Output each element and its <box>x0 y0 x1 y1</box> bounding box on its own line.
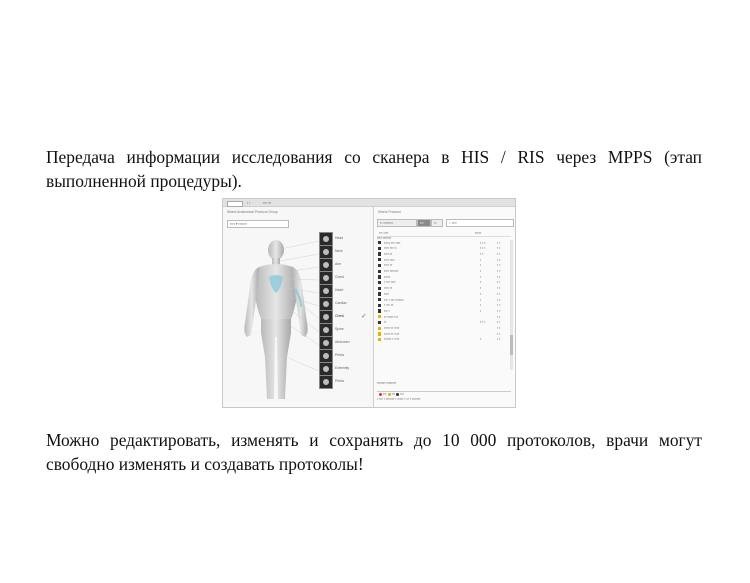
window-titlebar: ▪ ▪ ▪▪▪ ▪▪▪ <box>223 199 515 207</box>
protocol-list-scrollbar[interactable] <box>510 240 513 370</box>
checkmark-icon: ✓ <box>361 313 367 320</box>
protocol-search-input[interactable]: ⌕ ▪▪▪▪ <box>446 219 514 227</box>
region-label: Neck <box>335 249 343 253</box>
region-thumbnail <box>319 258 333 272</box>
protocol-row[interactable]: ▪▪▪▪▪ ▪▪ ▪▪▪▪ ▪ ▪ <box>377 331 509 337</box>
protocol-row[interactable]: ▪▪▪▪ ▪▪ ▪ ▪ ▪ ▪ <box>377 251 509 257</box>
region-item[interactable] <box>319 258 373 271</box>
group-select[interactable]: ▪▪▪▪ ▾ ▪▪▪▪▪▪▪ <box>227 220 289 228</box>
protocol-row[interactable]: ▪▪▪▪ ▪▪▪▪▪▪▪ ▪ ▪ ▪ <box>377 269 509 275</box>
region-label: Extremity <box>335 366 350 370</box>
region-label: Chest <box>335 275 344 279</box>
region-label: Chest <box>335 314 344 318</box>
region-item[interactable] <box>319 284 373 297</box>
region-thumbnail <box>319 336 333 350</box>
region-label: Arm <box>335 262 342 266</box>
region-item[interactable] <box>319 375 373 388</box>
special-protocol-group-title: ▪▪▪▪▪▪▪ ▪▪▪▪▪▪▪▪ <box>377 381 396 385</box>
protocol-row[interactable]: ▪▪▪ ▪ ▪▪▪ ▪▪▪▪▪▪▪ ▪ ▪ ▪ <box>377 297 509 303</box>
region-item[interactable] <box>319 323 373 336</box>
protocol-row[interactable]: ▪▪▪ ▪ ▪ ▪ ▪ <box>377 308 509 314</box>
protocol-row[interactable]: ▪▪▪▪ ▪▪ ▪ ▪ ▪ <box>377 263 509 269</box>
region-item[interactable] <box>319 362 373 375</box>
protocol-row[interactable]: ▪ ▪▪▪ ▪▪▪▪ ▪ ▪ ▪ <box>377 280 509 286</box>
region-item[interactable] <box>319 245 373 258</box>
protocol-row[interactable]: ▪▪▪▪ ▪▪▪▪ ▪ ▪ ▪ <box>377 257 509 263</box>
region-thumbnail <box>319 284 333 298</box>
protocol-legend: ▪▪▪ ▪▪▪ ▪▪▪ ▪ ▪▪▪ ▪ ▪▪▪▪▪▪▪ ▪ ▪▪▪▪▪ ▪ ▪▪ ▪ ▪▪▪▪▪▪▪ <box>377 391 511 400</box>
protocol-group-title: ▪▪▪▪ ▪▪▪▪▪▪▪ <box>377 236 392 240</box>
region-item[interactable] <box>319 271 373 284</box>
protocol-row[interactable]: ▪▪▪▪▪ ▪▪▪ ▪▪▪▪ ▪ ▪ ▪ ▪ ▪ <box>377 240 509 246</box>
region-thumbnail <box>319 232 333 246</box>
protocol-row[interactable]: ▪▪▪▪▪ ▪▪ ▪▪▪▪ ▪ ▪ <box>377 326 509 332</box>
paragraph-protocols: Можно редактировать, изменять и сохранять до 10 000 протоколов, врачи могут свободно изменять и создавать протоколы! <box>46 430 702 474</box>
region-item[interactable] <box>319 336 373 349</box>
protocol-row[interactable]: ▪▪ ▪ ▪ ▪ ▪ ▪ <box>377 320 509 326</box>
region-label: Abdomen <box>335 340 350 344</box>
region-thumbnail <box>319 297 333 311</box>
tab-active[interactable]: ▪▪▪ <box>417 219 431 227</box>
region-label: Pelvis <box>335 353 345 357</box>
region-thumbnail <box>319 310 333 324</box>
paragraph-mpps: Передача информации исследования со сканера в HIS / RIS через MPPS (этап выполненной процедуры). <box>46 147 702 191</box>
region-item[interactable] <box>319 349 373 362</box>
tab-protocols[interactable]: ▪▪ ▪▪▪▪▪▪▪▪ <box>377 219 417 227</box>
region-thumbnail <box>319 271 333 285</box>
region-thumbnail <box>319 323 333 337</box>
protocol-row[interactable]: ▪▪▪▪ ▪▪ ▪ ▪ ▪ <box>377 286 509 292</box>
anatomical-group-panel <box>223 207 374 407</box>
protocol-panel <box>374 207 515 407</box>
human-body-figure <box>231 237 321 407</box>
protocol-row[interactable]: ▪▪▪▪ ▪▪▪ ▪▪ ▪ ▪ ▪ ▪ ▪ <box>377 246 509 252</box>
protocol-row[interactable]: ▪▪▪▪▪▪ ▪ ▪▪▪▪ ▪ ▪ ▪ <box>377 337 509 343</box>
protocol-row[interactable]: ▪ ▪▪▪ ▪▪ ▪ ▪ ▪ <box>377 303 509 309</box>
region-item[interactable] <box>319 297 373 310</box>
protocol-row[interactable]: ▪▪▪▪▪ ▪ ▪ ▪ <box>377 274 509 280</box>
region-thumbnail <box>319 362 333 376</box>
region-thumbnail <box>319 349 333 363</box>
protocol-row[interactable]: ▪▪ ▪▪▪▪▪ ▪▪▪ ▪ ▪ <box>377 314 509 320</box>
region-label: Spine <box>335 327 344 331</box>
region-label: Cardiac <box>335 301 347 305</box>
protocol-column-header: ▪▪▪ ▪▪▪▪ ▪▪▪▪▪ <box>377 231 511 237</box>
right-panel-header: Select Protocol <box>378 210 401 214</box>
region-label: Head <box>335 236 344 240</box>
region-thumbnail <box>319 245 333 259</box>
tab-other[interactable]: ▪▪ <box>431 219 443 227</box>
protocol-row[interactable]: ▪▪▪▪ ▪ ▪ ▪ <box>377 291 509 297</box>
region-thumbnail <box>319 375 333 389</box>
region-item[interactable] <box>319 232 373 245</box>
region-item-selected[interactable] <box>319 310 373 323</box>
left-panel-header: Select Anatomical Protocol Group <box>227 210 278 214</box>
region-label: Heart <box>335 288 344 292</box>
region-label: Pelvis <box>335 379 345 383</box>
scanner-protocol-screenshot <box>222 198 516 408</box>
